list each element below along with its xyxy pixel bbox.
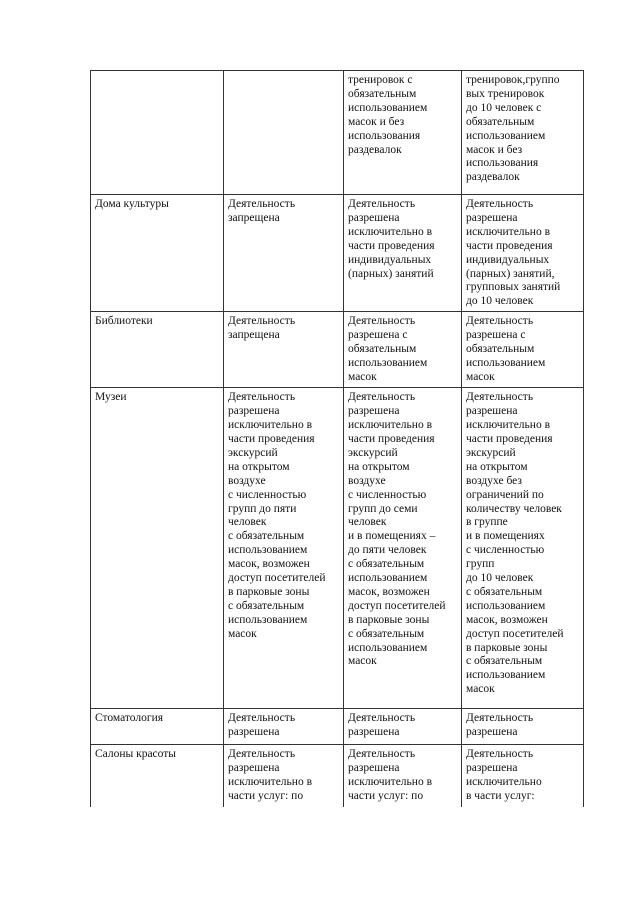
facility-name-cell: Дома культуры <box>91 195 224 312</box>
table-row <box>91 312 584 388</box>
table-row <box>91 709 584 745</box>
stage-2-cell: Деятельность разрешена исключительно в части проведения индивидуальных (парных) занятий <box>344 195 462 312</box>
facility-name-cell: Библиотеки <box>91 312 224 388</box>
stage-3-cell: Деятельность разрешена <box>462 709 584 745</box>
stage-1-cell: Деятельность разрешена исключительно в части услуг: по <box>224 745 344 808</box>
stage-1-cell <box>224 71 344 195</box>
stage-1-cell: Деятельность разрешена исключительно в части проведения экскурсий на открытом воздухе с численностью групп до пяти человек с обязательным использованием масок, возможен доступ посетителей в парковые зоны с обязательным использованием масок <box>224 388 344 709</box>
stage-3-cell: Деятельность разрешена исключительно в части проведения экскурсий на открытом воздухе без ограничений по количеству человек в группе и в помещениях с численностью групп до 10 человек с обязательным использованием масок, возможен доступ посетителей в парковые зоны с обязательным использованием масок <box>462 388 584 709</box>
stage-1-cell: Деятельность разрешена <box>224 709 344 745</box>
facility-name-cell: Музеи <box>91 388 224 709</box>
table-row <box>91 195 584 312</box>
table-row <box>91 745 584 808</box>
facility-name-cell: Стоматология <box>91 709 224 745</box>
stage-2-cell: тренировок с обязательным использованием масок и без использования раздевалок <box>344 71 462 195</box>
stage-3-cell: тренировок,группо вых тренировок до 10 человек с обязательным использованием масок и без использования раздевалок <box>462 71 584 195</box>
stage-1-cell: Деятельность запрещена <box>224 195 344 312</box>
stage-2-cell: Деятельность разрешена с обязательным использованием масок <box>344 312 462 388</box>
stage-2-cell: Деятельность разрешена исключительно в части проведения экскурсий на открытом воздухе с численностью групп до семи человек и в помещениях – до пяти человек с обязательным использованием масок, возможен доступ посетителей в парковые зоны с обязательным использованием масок <box>344 388 462 709</box>
stage-3-cell: Деятельность разрешена исключительно в части услуг: <box>462 745 584 808</box>
facility-name-cell <box>91 71 224 195</box>
stage-1-cell: Деятельность запрещена <box>224 312 344 388</box>
restrictions-table <box>90 70 584 807</box>
table-row <box>91 388 584 709</box>
stage-3-cell: Деятельность разрешена исключительно в части проведения индивидуальных (парных) занятий, групповых занятий до 10 человек <box>462 195 584 312</box>
facility-name-cell: Салоны красоты <box>91 745 224 808</box>
stage-3-cell: Деятельность разрешена с обязательным использованием масок <box>462 312 584 388</box>
table-row <box>91 71 584 195</box>
stage-2-cell: Деятельность разрешена исключительно в части услуг: по <box>344 745 462 808</box>
stage-2-cell: Деятельность разрешена <box>344 709 462 745</box>
